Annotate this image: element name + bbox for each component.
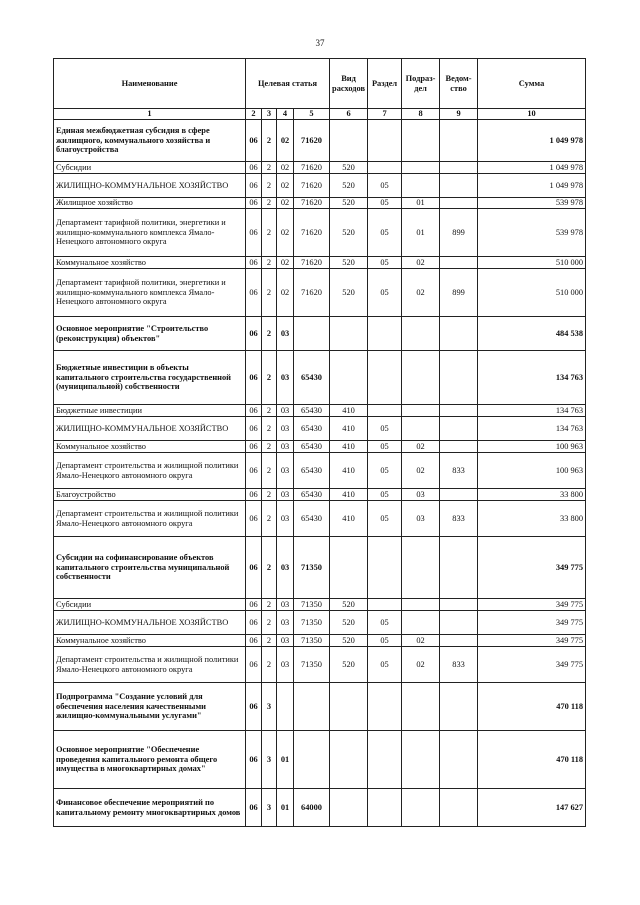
target-code-program: 06 <box>246 162 262 174</box>
section-code <box>368 537 402 599</box>
expense-type-code <box>330 537 368 599</box>
row-name: ЖИЛИЩНО-КОММУНАЛЬНОЕ ХОЗЯЙСТВО <box>54 174 246 198</box>
expense-type-code: 410 <box>330 417 368 441</box>
department-code <box>440 441 478 453</box>
row-name: Департамент тарифной политики, энергетики и жилищно-коммунального комплекса Ямало-Ненецкого автономного округа <box>54 209 246 257</box>
expense-type-code <box>330 351 368 405</box>
amount-value: 349 775 <box>478 635 586 647</box>
amount-value: 1 049 978 <box>478 174 586 198</box>
target-code-activity: 03 <box>277 635 294 647</box>
department-code: 899 <box>440 269 478 317</box>
column-number: 2 <box>246 109 262 120</box>
target-code-program: 06 <box>246 198 262 209</box>
target-code-program: 06 <box>246 453 262 489</box>
table-row <box>54 417 586 441</box>
target-code-program: 06 <box>246 611 262 635</box>
expense-type-code: 520 <box>330 599 368 611</box>
department-code: 833 <box>440 501 478 537</box>
column-number: 6 <box>330 109 368 120</box>
target-code-program: 06 <box>246 174 262 198</box>
target-code-direction: 71350 <box>294 647 330 683</box>
department-code <box>440 731 478 789</box>
table-row <box>54 501 586 537</box>
row-name: Департамент строительства и жилищной политики Ямало-Ненецкого автономного округа <box>54 501 246 537</box>
amount-value: 484 538 <box>478 317 586 351</box>
row-name: Департамент строительства и жилищной политики Ямало-Ненецкого автономного округа <box>54 647 246 683</box>
target-code-subprogram: 2 <box>262 489 277 501</box>
section-code: 05 <box>368 269 402 317</box>
amount-value: 134 763 <box>478 351 586 405</box>
amount-value: 33 800 <box>478 489 586 501</box>
target-code-activity: 03 <box>277 501 294 537</box>
target-code-subprogram: 2 <box>262 647 277 683</box>
expense-type-code: 520 <box>330 647 368 683</box>
section-code <box>368 120 402 162</box>
target-code-activity: 02 <box>277 257 294 269</box>
target-code-subprogram: 2 <box>262 441 277 453</box>
table-row <box>54 317 586 351</box>
expense-type-code: 410 <box>330 489 368 501</box>
amount-value: 539 978 <box>478 209 586 257</box>
amount-value: 349 775 <box>478 537 586 599</box>
target-code-direction: 71620 <box>294 269 330 317</box>
target-code-program: 06 <box>246 635 262 647</box>
column-number: 7 <box>368 109 402 120</box>
expense-type-code: 520 <box>330 174 368 198</box>
amount-value: 134 763 <box>478 417 586 441</box>
department-code <box>440 351 478 405</box>
target-code-activity: 01 <box>277 789 294 827</box>
target-code-subprogram: 2 <box>262 317 277 351</box>
row-name: Основное мероприятие "Строительство (реконструкция) объектов" <box>54 317 246 351</box>
budget-table <box>53 58 586 827</box>
target-code-program: 06 <box>246 317 262 351</box>
target-code-subprogram: 2 <box>262 501 277 537</box>
table-body <box>54 120 586 827</box>
table-row <box>54 453 586 489</box>
target-code-direction <box>294 683 330 731</box>
section-code <box>368 162 402 174</box>
column-number: 5 <box>294 109 330 120</box>
table-row <box>54 731 586 789</box>
target-code-program: 06 <box>246 351 262 405</box>
department-code <box>440 635 478 647</box>
column-number: 8 <box>402 109 440 120</box>
table-row <box>54 162 586 174</box>
department-code <box>440 789 478 827</box>
target-code-program: 06 <box>246 417 262 441</box>
expense-type-code: 520 <box>330 257 368 269</box>
amount-value: 470 118 <box>478 731 586 789</box>
row-name: ЖИЛИЩНО-КОММУНАЛЬНОЕ ХОЗЯЙСТВО <box>54 417 246 441</box>
target-code-activity: 01 <box>277 731 294 789</box>
department-code <box>440 599 478 611</box>
column-number-row <box>54 109 586 120</box>
header-department: Ведом-ство <box>440 59 478 109</box>
target-code-subprogram: 3 <box>262 731 277 789</box>
subsection-code: 01 <box>402 198 440 209</box>
target-code-program: 06 <box>246 537 262 599</box>
row-name: Коммунальное хозяйство <box>54 257 246 269</box>
target-code-direction: 65430 <box>294 405 330 417</box>
target-code-subprogram: 2 <box>262 635 277 647</box>
amount-value: 1 049 978 <box>478 120 586 162</box>
target-code-direction: 71350 <box>294 599 330 611</box>
target-code-activity: 02 <box>277 209 294 257</box>
target-code-direction: 71350 <box>294 537 330 599</box>
table-row <box>54 789 586 827</box>
target-code-subprogram: 3 <box>262 789 277 827</box>
table-row <box>54 537 586 599</box>
subsection-code: 02 <box>402 269 440 317</box>
header-target-article: Целевая статья <box>246 59 330 109</box>
subsection-code <box>402 162 440 174</box>
column-number: 1 <box>54 109 246 120</box>
amount-value: 33 800 <box>478 501 586 537</box>
header-section: Раздел <box>368 59 402 109</box>
expense-type-code: 410 <box>330 453 368 489</box>
row-name: Основное мероприятие "Обеспечение проведения капитального ремонта общего имущества в многоквартирных домах" <box>54 731 246 789</box>
department-code: 833 <box>440 647 478 683</box>
row-name: Субсидии <box>54 162 246 174</box>
table-row <box>54 489 586 501</box>
section-code <box>368 317 402 351</box>
target-code-subprogram: 2 <box>262 537 277 599</box>
target-code-subprogram: 2 <box>262 174 277 198</box>
target-code-activity: 03 <box>277 489 294 501</box>
expense-type-code: 520 <box>330 162 368 174</box>
section-code: 05 <box>368 257 402 269</box>
header-row <box>54 59 586 109</box>
subsection-code <box>402 317 440 351</box>
subsection-code <box>402 599 440 611</box>
target-code-direction: 71620 <box>294 162 330 174</box>
table-row <box>54 209 586 257</box>
target-code-program: 06 <box>246 405 262 417</box>
target-code-program: 06 <box>246 441 262 453</box>
target-code-direction: 71620 <box>294 198 330 209</box>
target-code-program: 06 <box>246 209 262 257</box>
target-code-direction <box>294 317 330 351</box>
department-code <box>440 611 478 635</box>
amount-value: 510 000 <box>478 269 586 317</box>
table-row <box>54 120 586 162</box>
target-code-program: 06 <box>246 489 262 501</box>
target-code-direction: 65430 <box>294 417 330 441</box>
subsection-code <box>402 683 440 731</box>
amount-value: 539 978 <box>478 198 586 209</box>
table-row <box>54 611 586 635</box>
target-code-subprogram: 2 <box>262 599 277 611</box>
section-code: 05 <box>368 489 402 501</box>
table-row <box>54 647 586 683</box>
subsection-code <box>402 351 440 405</box>
table-row <box>54 351 586 405</box>
row-name: ЖИЛИЩНО-КОММУНАЛЬНОЕ ХОЗЯЙСТВО <box>54 611 246 635</box>
subsection-code <box>402 789 440 827</box>
target-code-direction <box>294 731 330 789</box>
subsection-code <box>402 120 440 162</box>
section-code <box>368 599 402 611</box>
row-name: Субсидии на софинансирование объектов капитального строительства муниципальной собственности <box>54 537 246 599</box>
target-code-subprogram: 2 <box>262 351 277 405</box>
table-row <box>54 269 586 317</box>
expense-type-code <box>330 683 368 731</box>
page-number: 37 <box>315 38 325 48</box>
section-code: 05 <box>368 647 402 683</box>
expense-type-code <box>330 317 368 351</box>
target-code-subprogram: 2 <box>262 417 277 441</box>
subsection-code: 02 <box>402 635 440 647</box>
subsection-code: 01 <box>402 209 440 257</box>
target-code-subprogram: 2 <box>262 611 277 635</box>
row-name: Субсидии <box>54 599 246 611</box>
expense-type-code: 520 <box>330 269 368 317</box>
section-code: 05 <box>368 209 402 257</box>
target-code-subprogram: 2 <box>262 269 277 317</box>
target-code-direction: 64000 <box>294 789 330 827</box>
expense-type-code <box>330 731 368 789</box>
amount-value: 349 775 <box>478 599 586 611</box>
target-code-direction: 71620 <box>294 209 330 257</box>
target-code-activity: 03 <box>277 317 294 351</box>
table-row <box>54 441 586 453</box>
row-name: Единая межбюджетная субсидия в сфере жилищного, коммунального хозяйства и благоустройства <box>54 120 246 162</box>
target-code-direction: 71620 <box>294 120 330 162</box>
department-code: 899 <box>440 209 478 257</box>
section-code: 05 <box>368 174 402 198</box>
row-name: Жилищное хозяйство <box>54 198 246 209</box>
row-name: Коммунальное хозяйство <box>54 441 246 453</box>
target-code-activity: 03 <box>277 647 294 683</box>
section-code <box>368 351 402 405</box>
row-name: Департамент строительства и жилищной политики Ямало-Ненецкого автономного округа <box>54 453 246 489</box>
target-code-activity: 03 <box>277 537 294 599</box>
target-code-activity: 03 <box>277 351 294 405</box>
target-code-direction: 71350 <box>294 611 330 635</box>
subsection-code <box>402 174 440 198</box>
amount-value: 100 963 <box>478 441 586 453</box>
section-code <box>368 405 402 417</box>
target-code-activity: 03 <box>277 599 294 611</box>
table-row <box>54 599 586 611</box>
row-name: Департамент тарифной политики, энергетики и жилищно-коммунального комплекса Ямало-Ненецкого автономного округа <box>54 269 246 317</box>
subsection-code: 03 <box>402 501 440 537</box>
department-code <box>440 405 478 417</box>
header-name: Наименование <box>54 59 246 109</box>
section-code: 05 <box>368 501 402 537</box>
target-code-program: 06 <box>246 599 262 611</box>
department-code <box>440 162 478 174</box>
section-code: 05 <box>368 441 402 453</box>
target-code-direction: 65430 <box>294 441 330 453</box>
table-row <box>54 174 586 198</box>
target-code-activity: 02 <box>277 120 294 162</box>
subsection-code <box>402 611 440 635</box>
target-code-subprogram: 3 <box>262 683 277 731</box>
amount-value: 147 627 <box>478 789 586 827</box>
amount-value: 510 000 <box>478 257 586 269</box>
target-code-direction: 65430 <box>294 453 330 489</box>
row-name: Бюджетные инвестиции в объекты капитального строительства государственной (муниципальной) собственности <box>54 351 246 405</box>
target-code-direction: 71620 <box>294 257 330 269</box>
section-code: 05 <box>368 417 402 441</box>
section-code <box>368 789 402 827</box>
column-number: 9 <box>440 109 478 120</box>
target-code-activity <box>277 683 294 731</box>
table-row <box>54 257 586 269</box>
expense-type-code: 520 <box>330 209 368 257</box>
target-code-direction: 65430 <box>294 501 330 537</box>
header-amount: Сумма <box>478 59 586 109</box>
column-number: 4 <box>277 109 294 120</box>
target-code-subprogram: 2 <box>262 120 277 162</box>
target-code-program: 06 <box>246 269 262 317</box>
expense-type-code: 410 <box>330 405 368 417</box>
table-row <box>54 683 586 731</box>
expense-type-code: 520 <box>330 611 368 635</box>
table-row <box>54 198 586 209</box>
target-code-program: 06 <box>246 501 262 537</box>
amount-value: 470 118 <box>478 683 586 731</box>
target-code-activity: 02 <box>277 174 294 198</box>
target-code-activity: 03 <box>277 453 294 489</box>
section-code <box>368 731 402 789</box>
target-code-subprogram: 2 <box>262 209 277 257</box>
table-row <box>54 635 586 647</box>
target-code-activity: 03 <box>277 405 294 417</box>
header-subsection: Подраз-дел <box>402 59 440 109</box>
subsection-code: 02 <box>402 257 440 269</box>
target-code-program: 06 <box>246 683 262 731</box>
target-code-direction: 71620 <box>294 174 330 198</box>
amount-value: 349 775 <box>478 611 586 635</box>
expense-type-code: 520 <box>330 635 368 647</box>
column-number: 3 <box>262 109 277 120</box>
subsection-code <box>402 417 440 441</box>
department-code <box>440 683 478 731</box>
subsection-code <box>402 731 440 789</box>
target-code-direction: 71350 <box>294 635 330 647</box>
subsection-code: 03 <box>402 489 440 501</box>
target-code-program: 06 <box>246 120 262 162</box>
target-code-subprogram: 2 <box>262 162 277 174</box>
row-name: Благоустройство <box>54 489 246 501</box>
department-code <box>440 417 478 441</box>
table-row <box>54 405 586 417</box>
target-code-direction: 65430 <box>294 351 330 405</box>
department-code <box>440 174 478 198</box>
target-code-activity: 02 <box>277 198 294 209</box>
subsection-code <box>402 405 440 417</box>
section-code <box>368 683 402 731</box>
target-code-activity: 02 <box>277 269 294 317</box>
department-code <box>440 257 478 269</box>
department-code <box>440 317 478 351</box>
expense-type-code: 520 <box>330 198 368 209</box>
expense-type-code: 410 <box>330 441 368 453</box>
expense-type-code <box>330 789 368 827</box>
target-code-program: 06 <box>246 731 262 789</box>
target-code-activity: 03 <box>277 441 294 453</box>
department-code <box>440 120 478 162</box>
target-code-subprogram: 2 <box>262 257 277 269</box>
department-code <box>440 537 478 599</box>
department-code: 833 <box>440 453 478 489</box>
department-code <box>440 489 478 501</box>
amount-value: 134 763 <box>478 405 586 417</box>
expense-type-code: 410 <box>330 501 368 537</box>
amount-value: 1 049 978 <box>478 162 586 174</box>
target-code-program: 06 <box>246 789 262 827</box>
target-code-program: 06 <box>246 257 262 269</box>
row-name: Бюджетные инвестиции <box>54 405 246 417</box>
target-code-direction: 65430 <box>294 489 330 501</box>
target-code-subprogram: 2 <box>262 405 277 417</box>
row-name: Подпрограмма "Создание условий для обеспечения населения качественными жилищно-коммунальными услугами" <box>54 683 246 731</box>
subsection-code: 02 <box>402 647 440 683</box>
department-code <box>440 198 478 209</box>
column-number: 10 <box>478 109 586 120</box>
row-name: Коммунальное хозяйство <box>54 635 246 647</box>
subsection-code: 02 <box>402 441 440 453</box>
subsection-code <box>402 537 440 599</box>
amount-value: 349 775 <box>478 647 586 683</box>
target-code-subprogram: 2 <box>262 453 277 489</box>
section-code: 05 <box>368 453 402 489</box>
section-code: 05 <box>368 611 402 635</box>
target-code-subprogram: 2 <box>262 198 277 209</box>
target-code-program: 06 <box>246 647 262 683</box>
header-expense-type: Вид расходов <box>330 59 368 109</box>
section-code: 05 <box>368 198 402 209</box>
expense-type-code <box>330 120 368 162</box>
target-code-activity: 03 <box>277 417 294 441</box>
target-code-activity: 03 <box>277 611 294 635</box>
target-code-activity: 02 <box>277 162 294 174</box>
subsection-code: 02 <box>402 453 440 489</box>
amount-value: 100 963 <box>478 453 586 489</box>
row-name: Финансовое обеспечение мероприятий по капитальному ремонту многоквартирных домов <box>54 789 246 827</box>
section-code: 05 <box>368 635 402 647</box>
